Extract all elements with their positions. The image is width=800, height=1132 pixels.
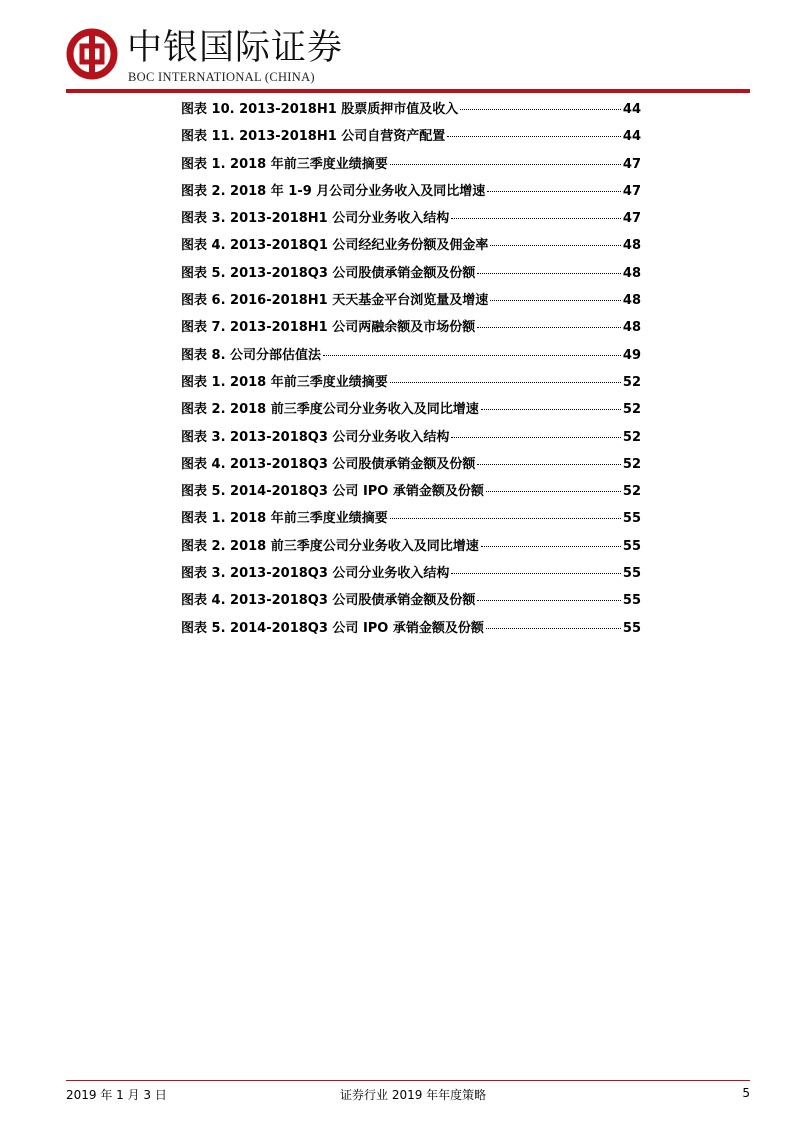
toc-leader-dots [447,136,621,137]
brand-name-en: BOC INTERNATIONAL (CHINA) [128,70,315,84]
table-of-figures [181,98,641,644]
toc-leader-dots [477,273,620,274]
toc-leader-dots [490,300,621,301]
toc-leader-dots [451,218,621,219]
toc-entry-title: 图表 5. 2014-2018Q3 公司 IPO 承销金额及份额 [181,484,484,500]
toc-entry-title: 图表 7. 2013-2018H1 公司两融余额及市场份额 [181,320,476,336]
toc-entry-page: 49 [622,347,641,363]
toc-entry-page: 48 [622,293,641,309]
toc-entry-title: 图表 4. 2013-2018Q1 公司经纪业务份额及佣金率 [181,238,489,254]
brand-name-cn: 中银国际证券 [127,28,344,68]
toc-entry[interactable] [181,153,641,180]
toc-entry-title: 图表 1. 2018 年前三季度业绩摘要 [181,156,388,172]
toc-entry-title: 图表 2. 2018 年 1-9 月公司分业务收入及同比增速 [181,183,486,199]
footer-page-number: 5 [742,1086,750,1100]
toc-entry-page: 47 [622,156,641,172]
toc-leader-dots [477,600,620,601]
toc-leader-dots [390,164,621,165]
toc-entry-page: 52 [622,429,641,445]
boc-logo-icon [66,28,118,80]
toc-entry-title: 图表 1. 2018 年前三季度业绩摘要 [181,374,388,390]
toc-entry-page: 52 [622,456,641,472]
footer-date: 2019 年 1 月 3 日 [66,1088,167,1102]
toc-entry[interactable] [181,371,641,398]
toc-entry-page: 48 [622,265,641,281]
toc-entry[interactable] [181,480,641,507]
page-header [0,0,800,100]
toc-entry[interactable] [181,234,641,261]
toc-leader-dots [390,382,621,383]
toc-entry-title: 图表 3. 2013-2018Q3 公司分业务收入结构 [181,429,450,445]
toc-entry[interactable] [181,617,641,644]
toc-leader-dots [323,355,621,356]
toc-entry[interactable] [181,180,641,207]
toc-leader-dots [460,109,621,110]
toc-entry-page: 44 [622,102,641,117]
toc-entry-page: 55 [622,566,641,582]
toc-entry[interactable] [181,562,641,589]
toc-entry-title: 图表 3. 2013-2018H1 公司分业务收入结构 [181,211,450,227]
toc-entry[interactable] [181,289,641,316]
toc-entry-page: 55 [622,593,641,609]
toc-entry-title: 图表 4. 2013-2018Q3 公司股债承销金额及份额 [181,456,476,472]
toc-entry-page: 55 [622,620,641,636]
toc-entry[interactable] [181,344,641,371]
footer-report-title: 证券行业 2019 年年度策略 [340,1088,487,1102]
toc-entry-page: 52 [622,484,641,500]
toc-entry[interactable] [181,262,641,289]
toc-entry-title: 图表 10. 2013-2018H1 股票质押市值及收入 [181,102,459,117]
toc-entry-page: 47 [622,183,641,199]
toc-entry-title: 图表 11. 2013-2018H1 公司自营资产配置 [181,129,446,145]
toc-leader-dots [490,245,620,246]
toc-entry-page: 55 [622,511,641,527]
toc-leader-dots [477,327,621,328]
toc-entry-title: 图表 8. 公司分部估值法 [181,347,322,363]
toc-entry-title: 图表 2. 2018 前三季度公司分业务收入及同比增速 [181,538,479,554]
toc-entry[interactable] [181,589,641,616]
toc-entry[interactable] [181,98,641,125]
toc-entry[interactable] [181,125,641,152]
toc-entry-title: 图表 1. 2018 年前三季度业绩摘要 [181,511,388,527]
toc-leader-dots [451,437,620,438]
toc-entry-page: 47 [622,211,641,227]
toc-entry-title: 图表 6. 2016-2018H1 天天基金平台浏览量及增速 [181,293,489,309]
footer-divider [66,1080,750,1081]
toc-leader-dots [477,464,620,465]
toc-entry-title: 图表 3. 2013-2018Q3 公司分业务收入结构 [181,566,450,582]
toc-leader-dots [481,546,621,547]
toc-entry-title: 图表 2. 2018 前三季度公司分业务收入及同比增速 [181,402,479,418]
toc-entry-title: 图表 5. 2014-2018Q3 公司 IPO 承销金额及份额 [181,620,484,636]
toc-entry-page: 48 [622,320,641,336]
toc-leader-dots [451,573,620,574]
toc-leader-dots [390,518,621,519]
toc-leader-dots [487,191,621,192]
toc-entry[interactable] [181,453,641,480]
toc-entry[interactable] [181,426,641,453]
toc-entry-page: 52 [622,402,641,418]
toc-entry-title: 图表 5. 2013-2018Q3 公司股债承销金额及份额 [181,265,476,281]
toc-entry-page: 44 [622,129,641,145]
toc-entry[interactable] [181,316,641,343]
toc-entry[interactable] [181,398,641,425]
toc-entry[interactable] [181,207,641,234]
toc-leader-dots [486,491,621,492]
toc-entry-title: 图表 4. 2013-2018Q3 公司股债承销金额及份额 [181,593,476,609]
toc-entry-page: 55 [622,538,641,554]
toc-entry-page: 48 [622,238,641,254]
toc-entry[interactable] [181,535,641,562]
header-divider [66,89,750,93]
toc-entry[interactable] [181,507,641,534]
toc-entry-page: 52 [622,374,641,390]
toc-leader-dots [486,628,621,629]
toc-leader-dots [481,409,621,410]
